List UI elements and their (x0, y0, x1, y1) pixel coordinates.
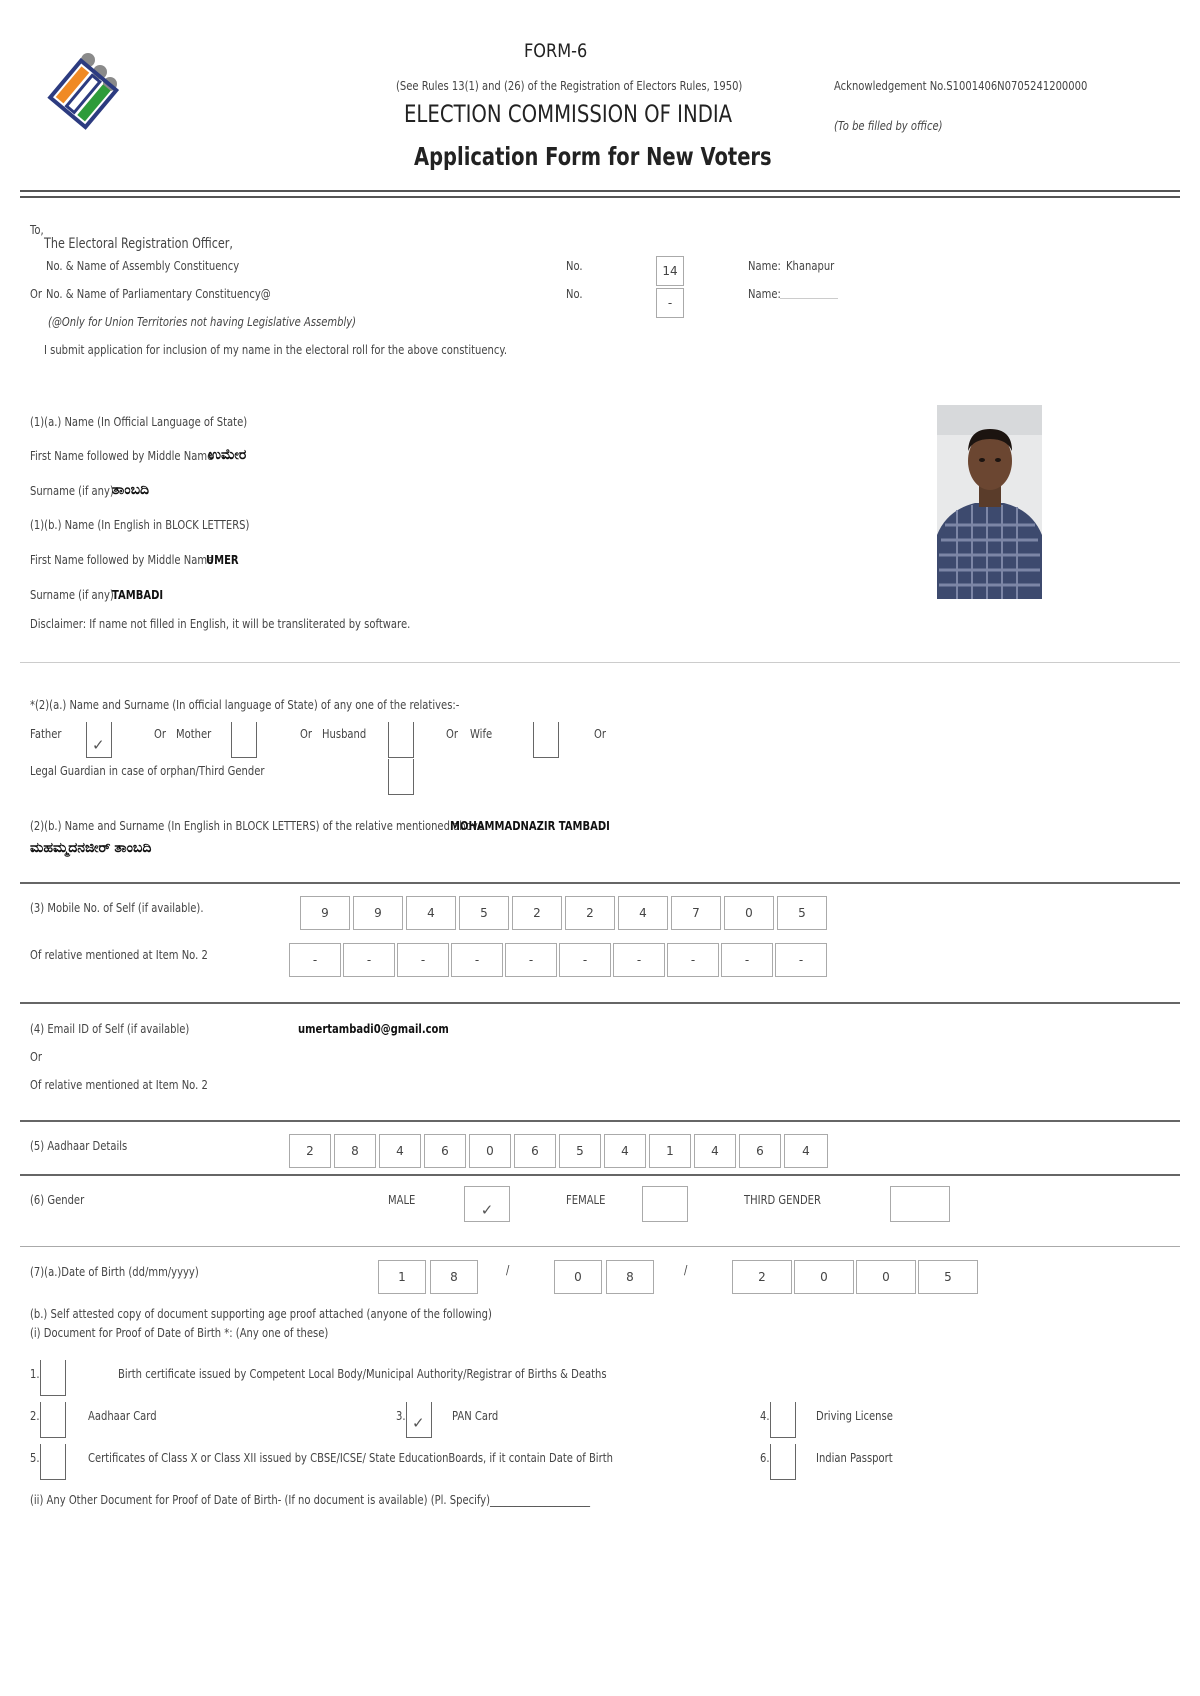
digit-box[interactable]: 4 (406, 896, 456, 930)
digit-box[interactable]: - (505, 943, 557, 977)
assembly-name-value: Khanapur (786, 258, 835, 273)
relative-name-official: ಮಹಮ್ಮದನಜೀರ್ ತಾಂಬದಿ (30, 839, 152, 855)
assembly-no-field[interactable]: 14 (656, 256, 684, 286)
email-value[interactable]: umertambadi0@gmail.com (298, 1021, 449, 1036)
digit-box[interactable]: - (289, 943, 341, 977)
relative-name-heading: (2)(b.) Name and Surname (In English in BLOCK LETTERS) of the relative mentioned above (30, 818, 484, 833)
header-divider (20, 190, 1180, 192)
doc-checkbox-birth-certificate[interactable] (40, 1360, 66, 1396)
digit-box[interactable]: - (721, 943, 773, 977)
guardian-label: Legal Guardian in case of orphan/Third Gender (30, 763, 265, 778)
doc-number: 1. (30, 1366, 40, 1381)
husband-checkbox[interactable] (388, 722, 414, 758)
digit-box[interactable]: 9 (300, 896, 350, 930)
check-icon: ✓ (412, 1415, 425, 1432)
digit-box[interactable]: 9 (353, 896, 403, 930)
doc-number: 4. (760, 1408, 770, 1423)
aadhaar-label: (5) Aadhaar Details (30, 1138, 128, 1153)
first-name-label: First Name followed by Middle Name (30, 448, 214, 463)
age-proof-note: (b.) Self attested copy of document supporting age proof attached (anyone of the following) (30, 1306, 492, 1321)
wife-checkbox[interactable] (533, 722, 559, 758)
first-name-english: UMER (206, 552, 239, 567)
relative-name-english: MOHAMMADNAZIR TAMBADI (450, 818, 610, 833)
guardian-checkbox[interactable] (388, 759, 414, 795)
doc-pan-label: PAN Card (452, 1408, 499, 1423)
male-label: MALE (388, 1192, 416, 1207)
doc-driving-license-label: Driving License (816, 1408, 893, 1423)
doc-class-certificate-label: Certificates of Class X or Class XII issued by CBSE/ICSE/ State EducationBoards, if it contain Date of Birth (88, 1450, 613, 1465)
assembly-no-label: No. (566, 258, 583, 273)
digit-box[interactable]: 0 (724, 896, 774, 930)
other-document-note[interactable]: (ii) Any Other Document for Proof of Date of Birth- (If no document is available) (Pl. Specify)____________________ (30, 1492, 591, 1507)
name-english-heading: (1)(b.) Name (In English in BLOCK LETTERS) (30, 517, 250, 532)
or-label: Or (594, 726, 606, 741)
header-divider-2 (20, 196, 1180, 198)
check-icon: ✓ (480, 1201, 494, 1219)
section-divider (20, 882, 1180, 884)
page-title: Application Form for New Voters (414, 142, 772, 171)
doc-number: 3. (396, 1408, 406, 1423)
or-label: Or (30, 286, 42, 301)
husband-label: Husband (322, 726, 367, 741)
eci-logo (40, 48, 130, 148)
mother-checkbox[interactable] (231, 722, 257, 758)
date-separator: / (684, 1262, 688, 1277)
name-official-heading: (1)(a.) Name (In Official Language of State) (30, 414, 248, 429)
dob-year-digit[interactable]: 0 (856, 1260, 916, 1294)
digit-box[interactable]: - (667, 943, 719, 977)
female-checkbox[interactable] (642, 1186, 688, 1222)
doc-checkbox-passport[interactable] (770, 1444, 796, 1480)
date-separator: / (506, 1262, 510, 1277)
applicant-photo (937, 405, 1042, 599)
commission-title: ELECTION COMMISSION OF INDIA (404, 100, 733, 128)
third-gender-checkbox[interactable] (890, 1186, 950, 1222)
or-label: Or (446, 726, 458, 741)
section-divider (20, 1120, 1180, 1122)
doc-checkbox-driving-license[interactable] (770, 1402, 796, 1438)
digit-box[interactable]: 4 (618, 896, 668, 930)
digit-box[interactable]: - (451, 943, 503, 977)
digit-box[interactable]: 5 (559, 1134, 601, 1168)
first-name-official: ಉಮೇರ (208, 446, 247, 462)
digit-box[interactable]: 4 (784, 1134, 828, 1168)
dob-month-digit[interactable]: 0 (554, 1260, 602, 1294)
digit-box[interactable]: 1 (649, 1134, 691, 1168)
doc-number: 2. (30, 1408, 40, 1423)
assembly-name-label: Name: (748, 258, 781, 273)
officer-label: The Electoral Registration Officer, (44, 236, 233, 252)
section-divider (20, 662, 1180, 663)
digit-box[interactable]: 4 (694, 1134, 736, 1168)
email-relative-label: Of relative mentioned at Item No. 2 (30, 1077, 208, 1092)
dob-year-digit[interactable]: 2 (732, 1260, 792, 1294)
digit-box[interactable]: - (775, 943, 827, 977)
email-self-label: (4) Email ID of Self (if available) (30, 1021, 190, 1036)
section-divider (20, 1174, 1180, 1176)
section-divider (20, 1246, 1180, 1247)
doc-aadhaar-label: Aadhaar Card (88, 1408, 157, 1423)
assembly-label: No. & Name of Assembly Constituency (46, 258, 240, 273)
parliament-name-label: Name: (748, 286, 781, 301)
digit-box[interactable]: - (397, 943, 449, 977)
female-label: FEMALE (566, 1192, 606, 1207)
form-number: FORM-6 (524, 40, 588, 62)
digit-box[interactable]: 2 (565, 896, 615, 930)
digit-box[interactable]: - (343, 943, 395, 977)
or-label: Or (154, 726, 166, 741)
surname-english-label: Surname (if any) (30, 587, 114, 602)
parliament-no-field[interactable]: - (656, 288, 684, 318)
ut-note: (@Only for Union Territories not having Legislative Assembly) (48, 314, 357, 329)
acknowledgement-number: Acknowledgement No.S1001406N0705241200000 (834, 78, 1088, 93)
doc-passport-label: Indian Passport (816, 1450, 893, 1465)
father-label: Father (30, 726, 62, 741)
doc-birth-certificate-label: Birth certificate issued by Competent Local Body/Municipal Authority/Registrar of Births & Deaths (118, 1366, 607, 1381)
surname-english: TAMBADI (112, 587, 164, 602)
parliament-no-label: No. (566, 286, 583, 301)
mother-label: Mother (176, 726, 212, 741)
parliament-label: No. & Name of Parliamentary Constituency@ (46, 286, 271, 301)
digit-box[interactable]: 0 (469, 1134, 511, 1168)
section-divider (20, 1002, 1180, 1004)
doc-checkbox-class-certificate[interactable] (40, 1444, 66, 1480)
parliament-name-field[interactable] (780, 298, 838, 299)
to-label: To, (30, 222, 44, 237)
digit-box[interactable]: 8 (334, 1134, 376, 1168)
dob-day-digit[interactable]: 8 (430, 1260, 478, 1294)
dob-label: (7)(a.)Date of Birth (dd/mm/yyyy) (30, 1264, 199, 1279)
dob-year-digit[interactable]: 0 (794, 1260, 854, 1294)
or-label: Or (300, 726, 312, 741)
third-gender-label: THIRD GENDER (744, 1192, 821, 1207)
digit-box[interactable]: 5 (459, 896, 509, 930)
digit-box[interactable]: 4 (379, 1134, 421, 1168)
doc-checkbox-pan[interactable] (406, 1402, 432, 1438)
gender-label: (6) Gender (30, 1192, 85, 1207)
doc-checkbox-aadhaar[interactable] (40, 1402, 66, 1438)
surname-label: Surname (if any) (30, 483, 114, 498)
surname-official: ತಾಂಬದಿ (112, 481, 150, 497)
father-checkbox[interactable] (86, 722, 112, 758)
digit-box[interactable]: 6 (424, 1134, 466, 1168)
transliteration-disclaimer: Disclaimer: If name not filled in English, it will be transliterated by software. (30, 616, 411, 631)
dob-proof-note: (i) Document for Proof of Date of Birth *: (Any one of these) (30, 1325, 329, 1340)
digit-box[interactable]: 7 (671, 896, 721, 930)
male-checkbox[interactable] (464, 1186, 510, 1222)
digit-box[interactable]: 6 (739, 1134, 781, 1168)
dob-month-digit[interactable]: 8 (606, 1260, 654, 1294)
digit-box[interactable]: 6 (514, 1134, 556, 1168)
digit-box[interactable]: 5 (777, 896, 827, 930)
doc-number: 6. (760, 1450, 770, 1465)
relatives-heading: *(2)(a.) Name and Surname (In official language of State) of any one of the relatives:- (30, 697, 460, 712)
dob-day-digit[interactable]: 1 (378, 1260, 426, 1294)
mobile-relative-label: Of relative mentioned at Item No. 2 (30, 947, 208, 962)
check-icon: ✓ (92, 737, 105, 754)
dob-year-digit[interactable]: 5 (918, 1260, 978, 1294)
digit-box[interactable]: 2 (289, 1134, 331, 1168)
office-note: (To be filled by office) (834, 118, 943, 133)
mobile-self-label: (3) Mobile No. of Self (if available). (30, 900, 204, 915)
digit-box[interactable]: 2 (512, 896, 562, 930)
submit-statement: I submit application for inclusion of my name in the electoral roll for the above constituency. (44, 342, 508, 357)
first-name-english-label: First Name followed by Middle Name (30, 552, 214, 567)
wife-label: Wife (470, 726, 493, 741)
digit-box[interactable]: - (559, 943, 611, 977)
or-label: Or (30, 1049, 42, 1064)
rules-reference: (See Rules 13(1) and (26) of the Registration of Electors Rules, 1950) (396, 78, 743, 93)
doc-number: 5. (30, 1450, 40, 1465)
digit-box[interactable]: 4 (604, 1134, 646, 1168)
digit-box[interactable]: - (613, 943, 665, 977)
